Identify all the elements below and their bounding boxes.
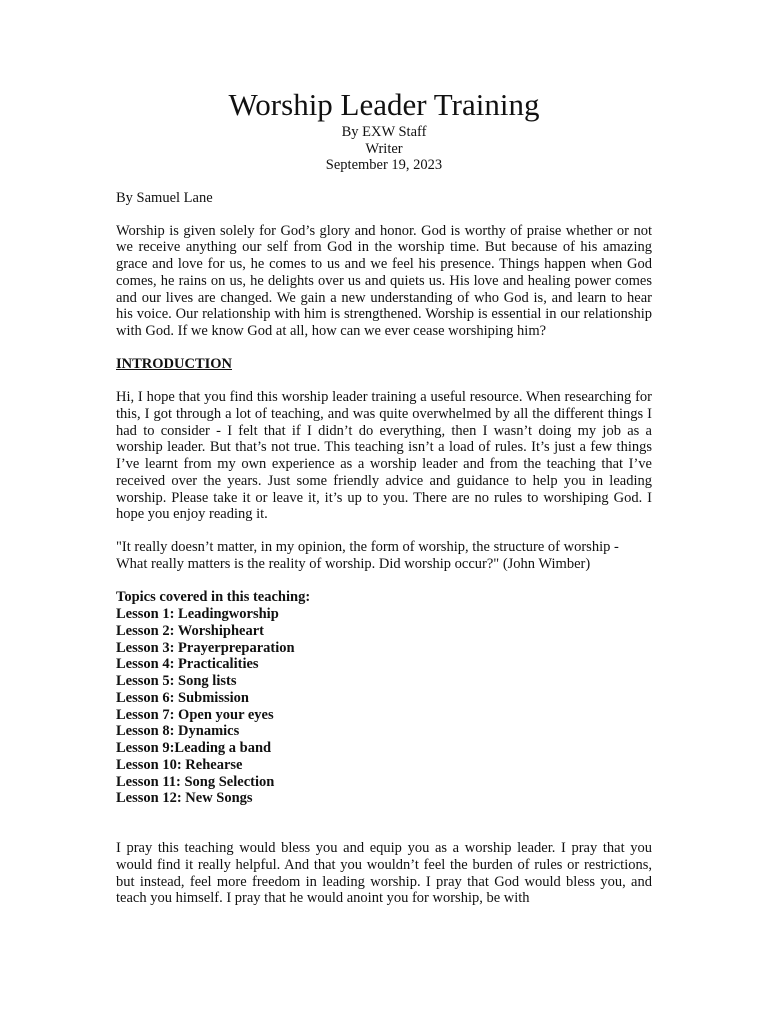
author-role: Writer — [365, 140, 403, 157]
topic-item: Lesson 9:Leading a band — [116, 740, 272, 757]
topic-item: Lesson 4: Practicalities — [116, 656, 259, 673]
topic-item: Lesson 1: Leadingworship — [116, 606, 279, 623]
section-paragraph: Hi, I hope that you find this worship leader training a useful resource. When researching for this, I got through a lot of teaching, and was quite overwhelmed by all the different things I had to consider - I felt that if I didn’t do everything, then I wasn’t doing my job as a worship leader. But that’s not true. This teaching isn’t a load of rules. It’s just a few things I’ve learnt from my own experience as a worship leader and from the teaching that I’ve received over the years. Just some friendly advice and guidance to help you in leading worship. Please take it or leave it, it’s up to you. There are no rules to worshiping God. I hope you enjoy reading it. — [116, 389, 652, 523]
quote: "It really doesn’t matter, in my opinion, the form of worship, the structure of worship - What really matters is the reality of worship. Did worship occur?" (John Wimber) — [116, 539, 619, 573]
topic-item: Lesson 10: Rehearse — [116, 756, 243, 773]
intro-paragraph: Worship is given solely for God’s glory and honor. God is worthy of praise whether or not we receive anything our self from God in the worship time. But because of his amazing grace and love for us, he comes to us and we feel his presence. Things happen when God comes, he rains on us, he delights over us and quiets us. His love and healing power comes and our lives are changed. We gain a new understanding of who God is, and learn to hear his voice. Our relationship with him is strengthened. Worship is essential in our relationship with God. If we know God at all, how can we ever cease worshiping him? — [116, 222, 652, 339]
topic-item: Lesson 11: Song Selection — [116, 773, 275, 790]
publish-date: September 19, 2023 — [325, 157, 443, 173]
topics-heading: Topics covered in this teaching: — [116, 589, 311, 606]
byline: By Samuel Lane — [116, 189, 213, 206]
topic-item: Lesson 3: Prayerpreparation — [116, 639, 295, 656]
document-page — [116, 86, 652, 921]
topic-item: Lesson 7: Open your eyes — [116, 706, 274, 723]
topics-list — [116, 589, 652, 807]
topic-item: Lesson 5: Song lists — [116, 673, 237, 690]
topic-item: Lesson 12: New Songs — [116, 790, 253, 807]
topic-item: Lesson 8: Dynamics — [116, 723, 240, 740]
topic-item: Lesson 6: Submission — [116, 689, 249, 706]
topic-item: Lesson 2: Worshipheart — [116, 622, 264, 639]
author-line: By EXW Staff — [341, 124, 427, 140]
document-title: Worship Leader Training — [228, 87, 540, 122]
document-meta — [116, 124, 652, 174]
closing-paragraph: I pray this teaching would bless you and equip you as a worship leader. I pray that you would find it really helpful. And that you wouldn’t feel the burden of rules or restrictions, but instead, feel more freedom in leading worship. I pray that God would bless you, and teach you himself. I pray that he would anoint you for worship, be with — [116, 840, 652, 907]
section-heading: INTRODUCTION — [116, 356, 233, 373]
